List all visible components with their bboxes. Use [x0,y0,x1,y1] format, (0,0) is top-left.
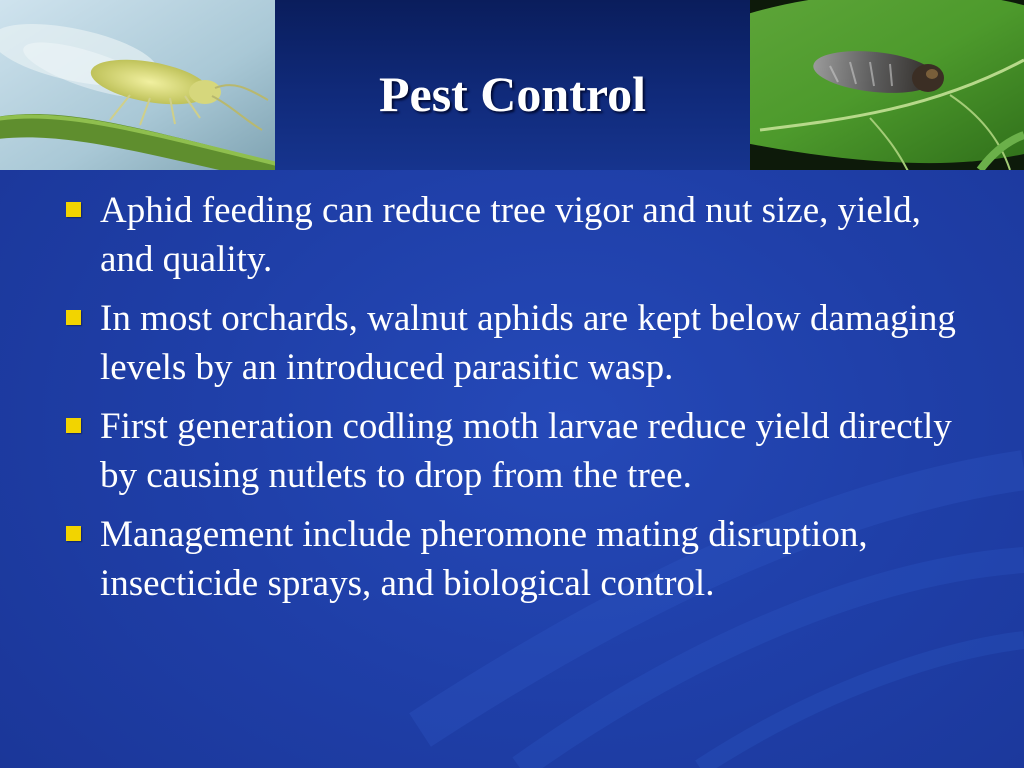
bullet-item [60,186,980,284]
bullet-text: Management include pheromone mating disruption, insecticide sprays, and biological control. [100,514,868,604]
slide-title: Pest Control [378,66,647,122]
square-bullet-icon [66,310,81,325]
codling-moth-photo [750,0,1024,170]
square-bullet-icon [66,418,81,433]
bullet-item [60,294,980,392]
bullet-item [60,510,980,608]
bullet-text: In most orchards, walnut aphids are kept below damaging levels by an introduced parasitic wasp. [100,298,956,388]
bullet-item [60,402,980,500]
bullet-text: Aphid feeding can reduce tree vigor and nut size, yield, and quality. [100,190,921,280]
aphid-photo [0,0,275,170]
square-bullet-icon [66,202,81,217]
bullet-text: First generation codling moth larvae reduce yield directly by causing nutlets to drop from the tree. [100,406,952,496]
square-bullet-icon [66,526,81,541]
bullet-list [60,186,980,618]
